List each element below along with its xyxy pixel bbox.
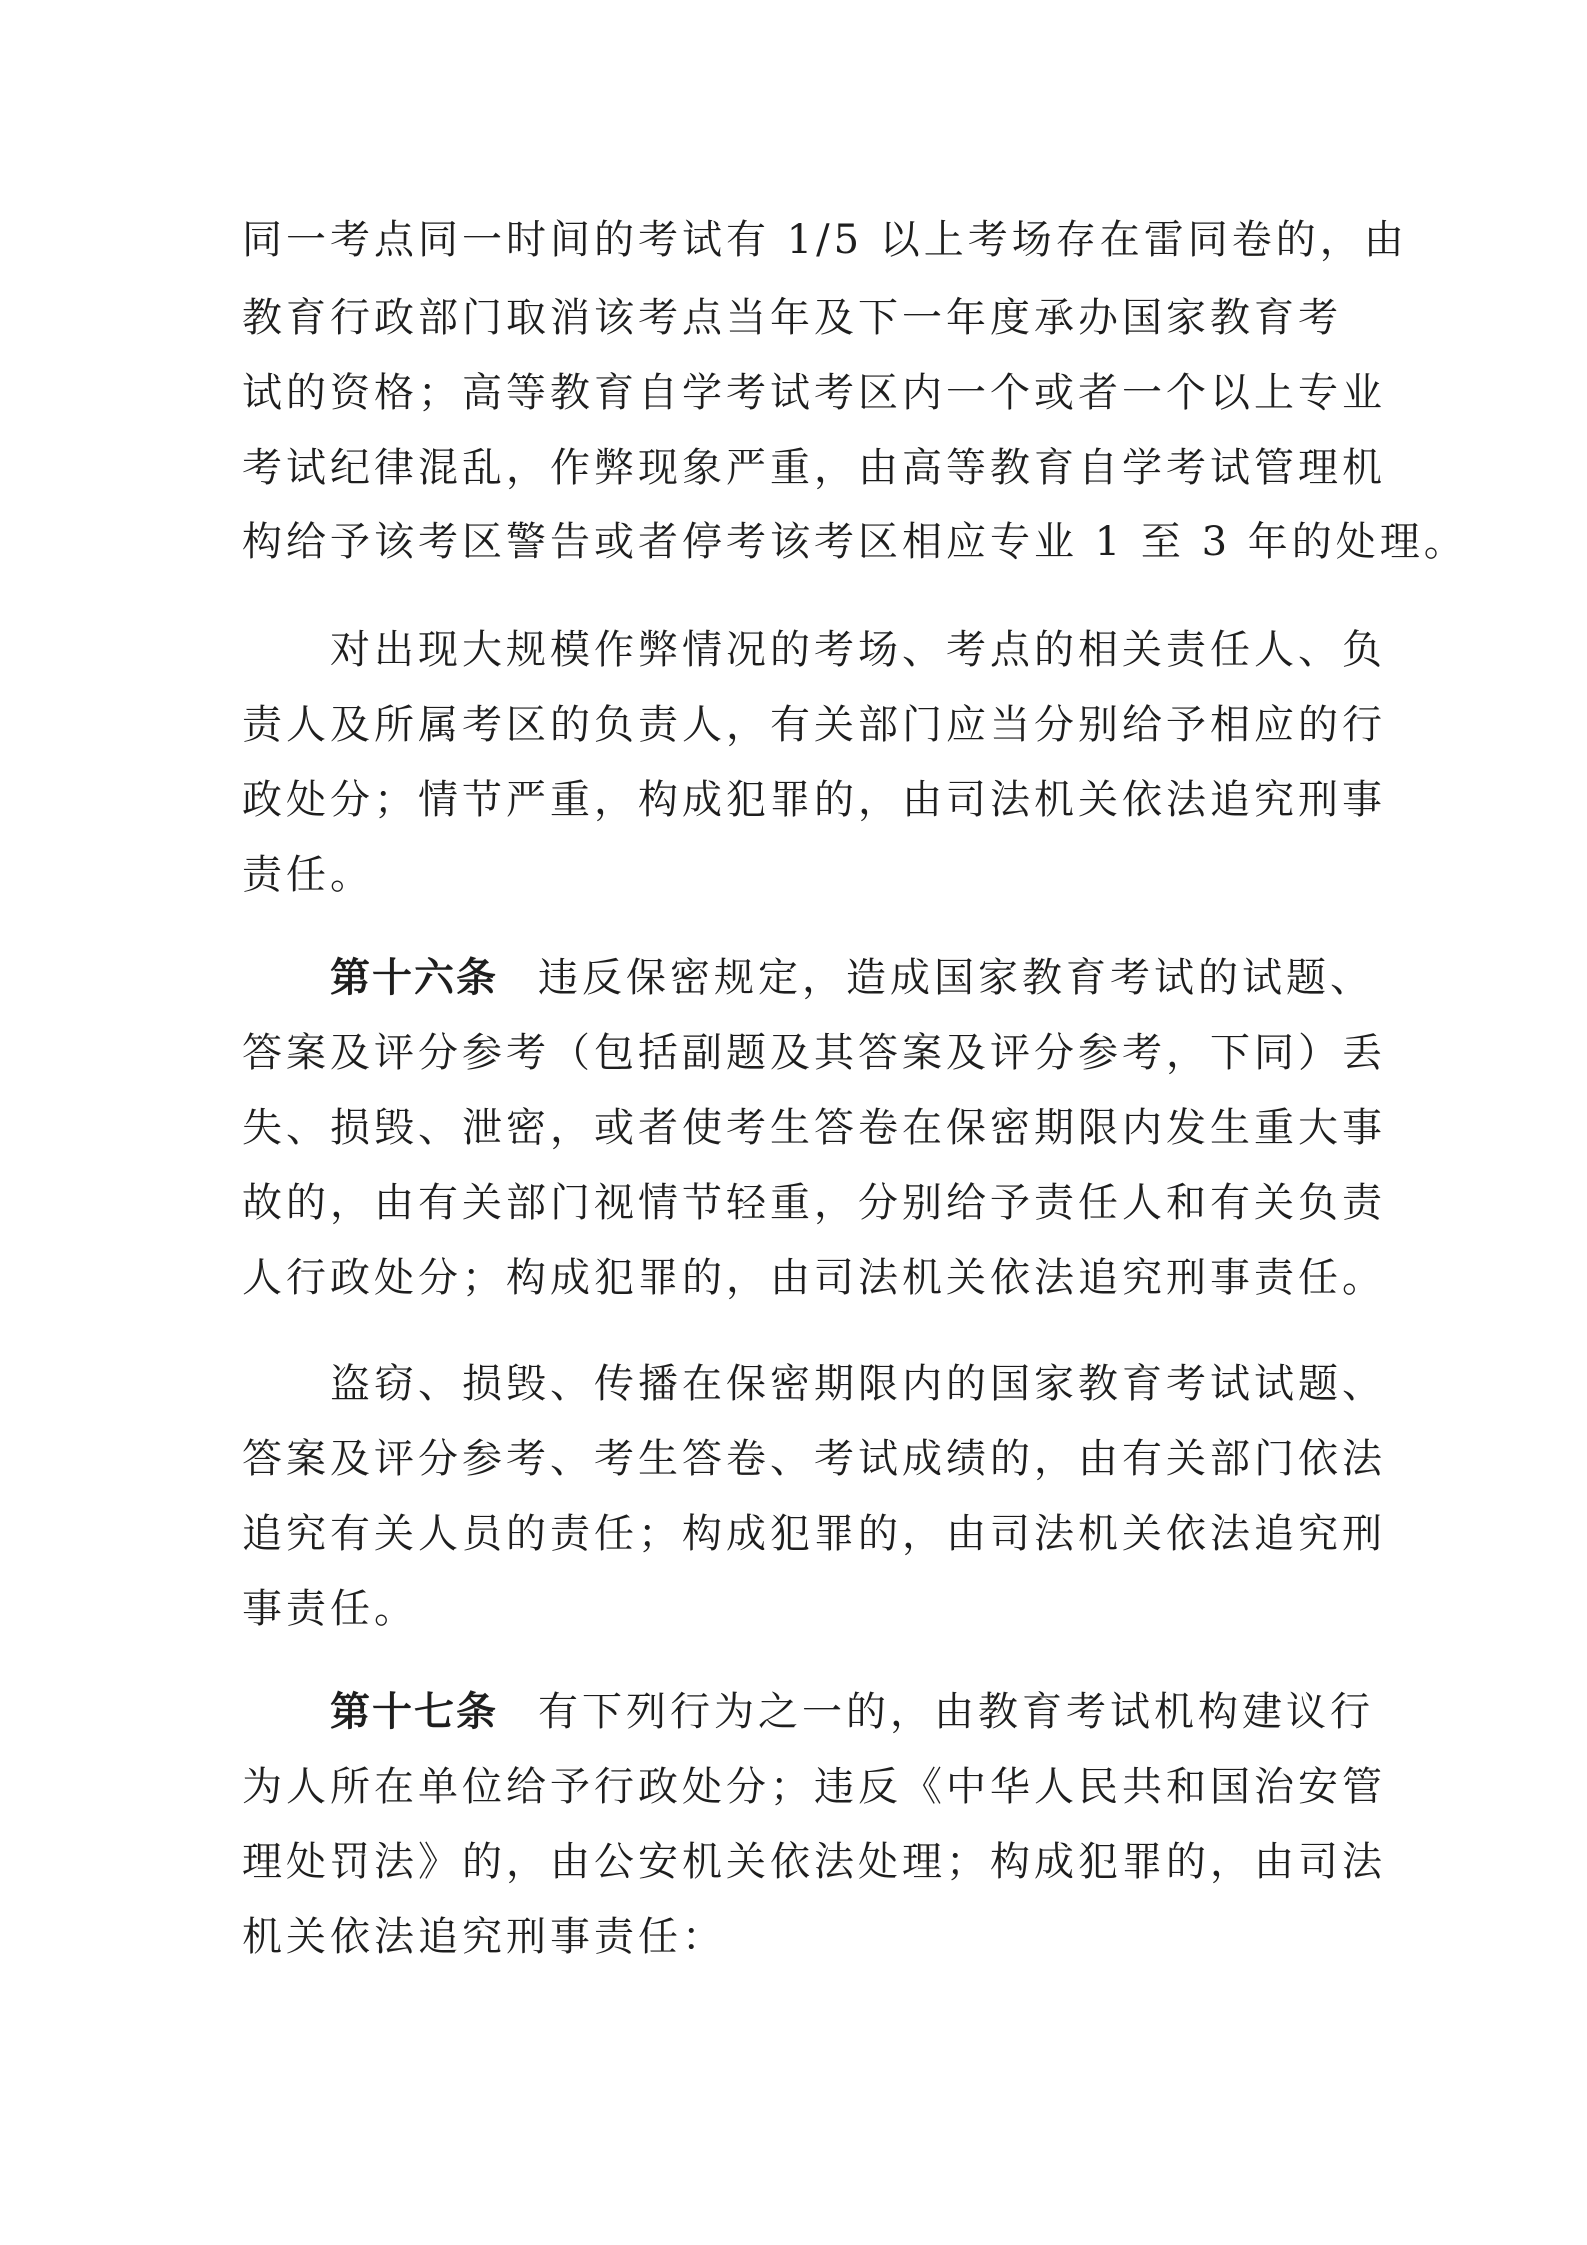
paragraph-line: 构给予该考区警告或者停考该考区相应专业 1 至 3 年的处理。 <box>242 519 1468 565</box>
paragraph-line: 事责任。 <box>242 1586 418 1632</box>
paragraph-line: 答案及评分参考（包括副题及其答案及评分参考，下同）丢 <box>242 1030 1386 1076</box>
paragraph-line: 理处罚法》的，由公安机关依法处理；构成犯罪的，由司法 <box>242 1839 1386 1885</box>
paragraph-line: 试的资格；高等教育自学考试考区内一个或者一个以上专业 <box>242 370 1386 416</box>
paragraph-line: 责任。 <box>242 852 374 898</box>
article-16-line <box>330 950 1374 1006</box>
article-text: 违反保密规定，造成国家教育考试的试题、 <box>538 955 1374 1001</box>
paragraph-line: 责人及所属考区的负责人，有关部门应当分别给予相应的行 <box>242 702 1386 748</box>
paragraph-line: 追究有关人员的责任；构成犯罪的，由司法机关依法追究刑 <box>242 1511 1386 1557</box>
article-number: 第十七条 <box>330 1688 498 1735</box>
paragraph-line: 考试纪律混乱，作弊现象严重，由高等教育自学考试管理机 <box>242 445 1386 491</box>
paragraph-line: 同一考点同一时间的考试有 1/5 以上考场存在雷同卷的，由 <box>242 217 1408 263</box>
paragraph-line: 为人所在单位给予行政处分；违反《中华人民共和国治安管 <box>242 1764 1386 1810</box>
paragraph-line: 机关依法追究刑事责任： <box>242 1914 726 1960</box>
paragraph-line: 教育行政部门取消该考点当年及下一年度承办国家教育考 <box>242 295 1342 341</box>
paragraph-line: 对出现大规模作弊情况的考场、考点的相关责任人、负 <box>330 627 1386 673</box>
paragraph-line: 失、损毁、泄密，或者使考生答卷在保密期限内发生重大事 <box>242 1105 1386 1151</box>
paragraph-line: 故的，由有关部门视情节轻重，分别给予责任人和有关负责 <box>242 1180 1386 1226</box>
paragraph-line: 答案及评分参考、考生答卷、考试成绩的，由有关部门依法 <box>242 1436 1386 1482</box>
paragraph-line: 人行政处分；构成犯罪的，由司法机关依法追究刑事责任。 <box>242 1255 1386 1301</box>
article-text: 有下列行为之一的，由教育考试机构建议行 <box>538 1689 1374 1735</box>
paragraph-line: 盗窃、损毁、传播在保密期限内的国家教育考试试题、 <box>330 1361 1386 1407</box>
article-17-line <box>330 1684 1374 1740</box>
article-number: 第十六条 <box>330 954 498 1001</box>
paragraph-line: 政处分；情节严重，构成犯罪的，由司法机关依法追究刑事 <box>242 777 1386 823</box>
